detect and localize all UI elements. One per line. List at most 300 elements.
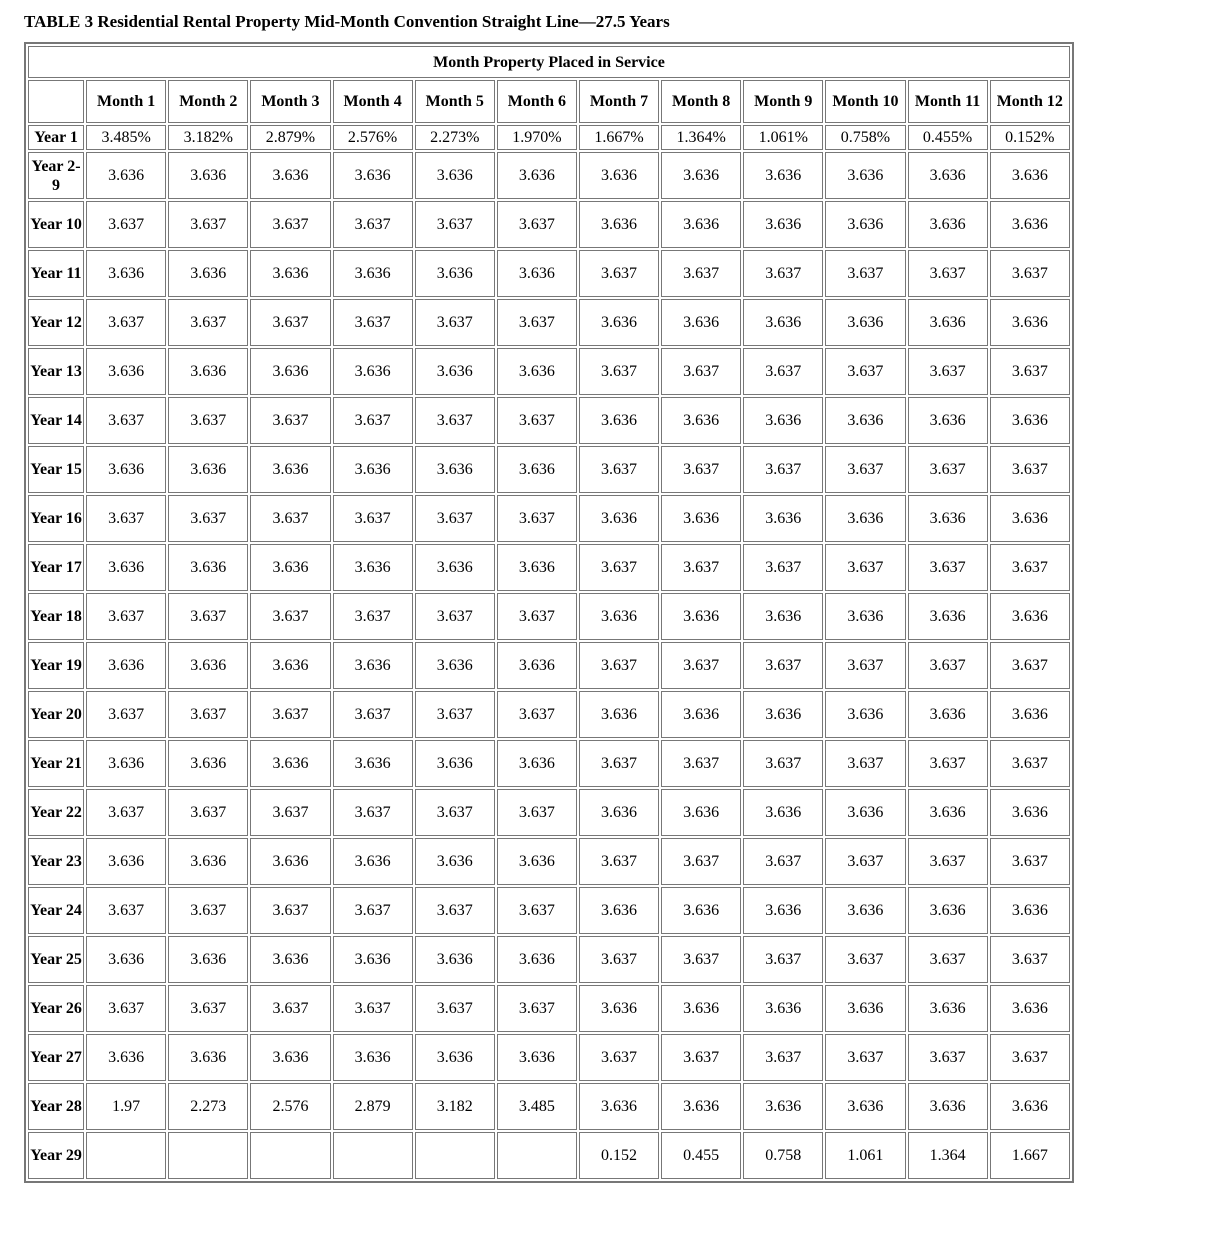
rate-cell: 3.637 [86,201,166,248]
rate-cell: 1.970% [497,125,577,150]
table-row [28,593,1070,640]
rate-cell: 3.637 [250,397,330,444]
table-row [28,1083,1070,1130]
rate-cell: 3.636 [743,1083,823,1130]
rate-cell: 3.636 [415,838,495,885]
rate-cell [168,1132,248,1179]
rate-cell: 1.364% [661,125,741,150]
year-label: Year 14 [28,397,84,444]
rate-cell: 3.636 [661,789,741,836]
rate-cell: 3.637 [661,642,741,689]
rate-cell: 3.637 [661,544,741,591]
rate-cell: 3.636 [908,152,988,199]
year-label: Year 1 [28,125,84,150]
year-label: Year 25 [28,936,84,983]
rate-cell [86,1132,166,1179]
rate-cell: 2.273 [168,1083,248,1130]
rate-cell: 3.637 [661,250,741,297]
rate-cell: 3.636 [333,936,413,983]
rate-cell: 3.636 [743,201,823,248]
rate-cell: 3.637 [497,299,577,346]
rate-cell: 3.637 [825,348,905,395]
rate-cell: 3.637 [743,250,823,297]
rate-cell: 3.637 [168,397,248,444]
rate-cell: 3.637 [990,1034,1070,1081]
rate-cell: 0.455 [661,1132,741,1179]
rate-cell: 1.97 [86,1083,166,1130]
year-label: Year 10 [28,201,84,248]
rate-cell: 3.637 [168,985,248,1032]
rate-cell: 3.637 [825,1034,905,1081]
year-label: Year 20 [28,691,84,738]
rate-cell: 3.637 [825,642,905,689]
rate-cell [333,1132,413,1179]
rate-cell: 3.636 [661,201,741,248]
rate-cell: 3.636 [333,446,413,493]
rate-cell: 3.636 [415,544,495,591]
rate-cell: 3.636 [86,446,166,493]
rate-cell: 3.636 [661,299,741,346]
year-label: Year 21 [28,740,84,787]
rate-cell: 3.636 [168,152,248,199]
rate-cell: 3.637 [579,642,659,689]
rate-cell: 3.637 [579,838,659,885]
rate-cell: 3.636 [661,691,741,738]
rate-cell: 3.637 [86,691,166,738]
table-row [28,740,1070,787]
rate-cell: 3.637 [86,593,166,640]
rate-cell: 3.637 [661,740,741,787]
rate-cell: 3.485% [86,125,166,150]
rate-cell: 3.182% [168,125,248,150]
rate-cell: 3.637 [908,740,988,787]
rate-cell: 3.637 [579,1034,659,1081]
rate-cell: 3.636 [250,642,330,689]
rate-cell: 1.667% [579,125,659,150]
rate-cell: 3.636 [250,446,330,493]
rate-cell: 3.636 [168,740,248,787]
rate-cell: 3.637 [497,887,577,934]
rate-cell: 3.636 [86,152,166,199]
rate-cell: 3.637 [990,936,1070,983]
rate-cell: 3.637 [415,495,495,542]
rate-cell: 3.636 [661,495,741,542]
rate-cell: 3.637 [825,740,905,787]
rate-cell: 3.636 [168,446,248,493]
rate-cell: 3.636 [415,740,495,787]
rate-cell: 3.637 [415,887,495,934]
rate-cell: 3.636 [415,936,495,983]
rate-cell: 3.636 [825,495,905,542]
year-label: Year 29 [28,1132,84,1179]
rate-cell: 3.636 [168,642,248,689]
year-label: Year 12 [28,299,84,346]
rate-cell: 3.636 [497,250,577,297]
table-row [28,348,1070,395]
month-header: Month 5 [415,80,495,123]
rate-cell: 3.636 [333,152,413,199]
year-label: Year 24 [28,887,84,934]
rate-cell: 3.637 [579,740,659,787]
table-row [28,299,1070,346]
rate-cell: 3.636 [990,1083,1070,1130]
rate-cell: 3.636 [743,789,823,836]
rate-cell: 3.636 [908,691,988,738]
rate-cell: 3.637 [250,887,330,934]
month-header: Month 3 [250,80,330,123]
rate-cell: 3.637 [497,789,577,836]
rate-cell: 3.636 [497,446,577,493]
rate-cell: 0.455% [908,125,988,150]
rate-cell: 3.636 [579,985,659,1032]
month-header: Month 7 [579,80,659,123]
rate-cell: 3.636 [86,250,166,297]
rate-cell: 3.637 [333,691,413,738]
rate-cell: 3.637 [825,446,905,493]
rate-cell: 3.637 [168,299,248,346]
rate-cell: 3.637 [333,299,413,346]
year-label: Year 22 [28,789,84,836]
rate-cell: 3.636 [908,495,988,542]
rate-cell: 3.636 [661,397,741,444]
rate-cell: 3.637 [743,348,823,395]
rate-cell: 3.636 [579,593,659,640]
rate-cell: 1.364 [908,1132,988,1179]
rate-cell: 3.636 [333,544,413,591]
month-header: Month 11 [908,80,988,123]
rate-cell: 3.636 [86,1034,166,1081]
rate-cell: 3.636 [497,740,577,787]
table-row [28,250,1070,297]
rate-cell: 3.637 [415,593,495,640]
rate-cell: 3.636 [497,642,577,689]
table-row [28,397,1070,444]
rate-cell: 3.637 [86,495,166,542]
rate-cell: 3.636 [250,348,330,395]
rate-cell: 3.637 [497,593,577,640]
rate-cell: 3.637 [579,936,659,983]
rate-cell: 3.636 [579,789,659,836]
table-title: TABLE 3 Residential Rental Property Mid-Month Convention Straight Line—27.5 Years [24,12,670,31]
rate-cell: 3.637 [908,446,988,493]
rate-cell: 3.636 [415,446,495,493]
rate-cell: 3.637 [579,544,659,591]
rate-cell: 3.485 [497,1083,577,1130]
rate-cell: 3.637 [990,838,1070,885]
rate-cell: 3.637 [333,397,413,444]
rate-cell: 3.636 [333,838,413,885]
rate-cell: 3.636 [990,593,1070,640]
rate-cell: 3.637 [86,299,166,346]
rate-cell: 3.637 [168,691,248,738]
rate-cell: 3.637 [86,789,166,836]
rate-cell: 3.637 [579,348,659,395]
rate-cell: 3.636 [86,642,166,689]
rate-cell: 3.637 [908,936,988,983]
rate-cell: 3.636 [743,397,823,444]
rate-cell: 3.636 [579,299,659,346]
rate-cell [415,1132,495,1179]
table-row [28,201,1070,248]
month-header: Month 1 [86,80,166,123]
rate-cell: 3.636 [990,299,1070,346]
table-header [28,46,1070,123]
rate-cell: 3.637 [990,642,1070,689]
rate-cell: 3.636 [250,544,330,591]
rate-cell: 3.636 [990,495,1070,542]
rate-cell: 3.636 [661,985,741,1032]
rate-cell: 3.636 [168,838,248,885]
rate-cell: 3.637 [990,544,1070,591]
rate-cell: 3.636 [168,544,248,591]
rate-cell: 3.636 [661,593,741,640]
rate-cell: 2.879% [250,125,330,150]
rate-cell: 3.637 [86,397,166,444]
rate-cell: 3.637 [579,250,659,297]
rate-cell: 3.636 [990,985,1070,1032]
rate-cell: 3.637 [168,887,248,934]
rate-cell: 3.637 [497,985,577,1032]
year-label: Year 16 [28,495,84,542]
rate-cell: 3.636 [990,789,1070,836]
rate-cell: 3.637 [743,544,823,591]
month-header: Month 10 [825,80,905,123]
rate-cell: 3.637 [825,250,905,297]
rate-cell: 3.637 [250,201,330,248]
rate-cell: 1.061% [743,125,823,150]
rate-cell: 3.636 [86,544,166,591]
depreciation-table [24,42,1074,1183]
rate-cell: 3.637 [168,201,248,248]
rate-cell: 3.636 [825,985,905,1032]
rate-cell: 3.636 [908,985,988,1032]
rate-cell: 2.879 [333,1083,413,1130]
rate-cell: 3.636 [250,838,330,885]
rate-cell: 3.637 [168,593,248,640]
rate-cell: 0.758% [825,125,905,150]
rate-cell: 3.636 [250,936,330,983]
rate-cell: 3.637 [908,544,988,591]
rate-cell: 3.636 [86,838,166,885]
rate-cell: 3.636 [86,740,166,787]
month-header: Month 4 [333,80,413,123]
year-label: Year 11 [28,250,84,297]
year-label: Year 23 [28,838,84,885]
rate-cell: 3.636 [497,544,577,591]
rate-cell: 3.636 [579,1083,659,1130]
table-row [28,495,1070,542]
rate-cell: 3.637 [497,495,577,542]
rate-cell: 3.637 [250,495,330,542]
rate-cell: 3.637 [990,446,1070,493]
table-row [28,125,1070,150]
rate-cell: 3.636 [743,495,823,542]
rate-cell: 3.637 [743,446,823,493]
rate-cell: 3.636 [497,1034,577,1081]
rate-cell: 3.636 [743,152,823,199]
rate-cell: 3.636 [908,1083,988,1130]
month-header: Month 8 [661,80,741,123]
year-label: Year 17 [28,544,84,591]
rate-cell: 3.636 [825,691,905,738]
rate-cell: 3.636 [908,887,988,934]
rate-cell: 3.636 [579,201,659,248]
rate-cell: 3.637 [168,789,248,836]
table-row [28,936,1070,983]
rate-cell: 3.637 [908,838,988,885]
rate-cell: 3.636 [661,1083,741,1130]
table-row [28,691,1070,738]
rate-cell: 3.636 [415,250,495,297]
table-row [28,789,1070,836]
month-header: Month 9 [743,80,823,123]
corner-cell [28,80,84,123]
rate-cell: 2.576% [333,125,413,150]
rate-cell: 3.636 [825,789,905,836]
rate-cell: 3.636 [825,152,905,199]
rate-cell: 3.637 [743,1034,823,1081]
rate-cell: 3.637 [990,740,1070,787]
rate-cell: 3.636 [579,495,659,542]
rate-cell: 3.636 [990,887,1070,934]
rate-cell: 3.636 [825,1083,905,1130]
year-label: Year 2-9 [28,152,84,199]
rate-cell: 3.636 [250,152,330,199]
rate-cell: 2.576 [250,1083,330,1130]
month-header-row [28,80,1070,123]
rate-cell: 3.636 [825,201,905,248]
rate-cell: 3.637 [908,250,988,297]
table-row [28,985,1070,1032]
rate-cell: 3.636 [333,1034,413,1081]
rate-cell: 3.636 [250,740,330,787]
rate-cell: 3.636 [333,348,413,395]
year-label: Year 15 [28,446,84,493]
rate-cell: 3.636 [333,250,413,297]
rate-cell [497,1132,577,1179]
rate-cell: 3.637 [661,1034,741,1081]
table-row [28,887,1070,934]
rate-cell: 3.637 [250,299,330,346]
rate-cell: 3.636 [333,642,413,689]
table-row [28,1034,1070,1081]
rate-cell: 3.637 [415,201,495,248]
rate-cell: 3.636 [908,299,988,346]
rate-cell: 3.636 [168,936,248,983]
rate-cell: 3.637 [415,691,495,738]
rate-cell: 1.061 [825,1132,905,1179]
rate-cell: 3.636 [743,691,823,738]
rate-cell: 3.637 [908,348,988,395]
rate-cell: 3.636 [990,397,1070,444]
rate-cell: 3.636 [86,936,166,983]
table-row [28,446,1070,493]
year-label: Year 27 [28,1034,84,1081]
rate-cell: 3.637 [743,838,823,885]
rate-cell: 3.636 [825,593,905,640]
rate-cell: 3.636 [661,887,741,934]
rate-cell: 3.636 [990,152,1070,199]
rate-cell: 3.637 [497,691,577,738]
rate-cell: 3.637 [86,985,166,1032]
rate-cell: 3.637 [743,642,823,689]
table-row [28,544,1070,591]
rate-cell: 3.637 [250,593,330,640]
rate-cell: 3.637 [250,985,330,1032]
rate-cell: 3.637 [86,887,166,934]
rate-cell: 3.636 [661,152,741,199]
rate-cell: 3.636 [908,593,988,640]
rate-cell: 0.758 [743,1132,823,1179]
rate-cell: 3.637 [415,789,495,836]
rate-cell: 3.636 [415,348,495,395]
rate-cell: 3.636 [908,397,988,444]
rate-cell: 0.152% [990,125,1070,150]
rate-cell: 3.637 [333,201,413,248]
rate-cell: 3.636 [579,152,659,199]
rate-cell: 3.637 [661,446,741,493]
year-label: Year 19 [28,642,84,689]
rate-cell: 3.636 [579,397,659,444]
rate-cell: 3.636 [825,299,905,346]
rate-cell: 3.637 [497,397,577,444]
rate-cell: 3.636 [825,397,905,444]
rate-cell: 3.636 [908,201,988,248]
rate-cell: 3.636 [497,152,577,199]
rate-cell: 3.637 [333,985,413,1032]
rate-cell: 3.637 [825,838,905,885]
rate-cell: 3.637 [990,348,1070,395]
table-body [28,125,1070,1179]
rate-cell: 3.637 [415,299,495,346]
rate-cell: 3.637 [333,887,413,934]
table-row [28,1132,1070,1179]
rate-cell: 3.636 [415,642,495,689]
rate-cell: 3.636 [86,348,166,395]
rate-cell: 3.636 [415,152,495,199]
rate-cell: 3.636 [168,250,248,297]
rate-cell: 3.636 [825,887,905,934]
rate-cell: 3.637 [908,1034,988,1081]
rate-cell: 3.637 [579,446,659,493]
rate-cell [250,1132,330,1179]
year-label: Year 13 [28,348,84,395]
rate-cell: 3.637 [333,789,413,836]
table-row [28,152,1070,199]
rate-cell: 3.636 [743,593,823,640]
year-label: Year 28 [28,1083,84,1130]
rate-cell: 3.637 [825,544,905,591]
rate-cell: 3.636 [908,789,988,836]
rate-cell: 3.637 [743,936,823,983]
rate-cell: 3.636 [497,936,577,983]
rate-cell: 3.636 [743,985,823,1032]
rate-cell: 3.637 [661,936,741,983]
rate-cell: 3.636 [497,348,577,395]
rate-cell: 3.637 [908,642,988,689]
rate-cell: 3.636 [250,1034,330,1081]
month-header: Month 12 [990,80,1070,123]
rate-cell: 3.636 [333,740,413,787]
rate-cell: 3.637 [990,250,1070,297]
rate-cell: 3.637 [497,201,577,248]
month-header: Month 2 [168,80,248,123]
rate-cell: 3.637 [661,348,741,395]
rate-cell: 1.667 [990,1132,1070,1179]
rate-cell: 3.637 [168,495,248,542]
table-row [28,642,1070,689]
year-label: Year 18 [28,593,84,640]
